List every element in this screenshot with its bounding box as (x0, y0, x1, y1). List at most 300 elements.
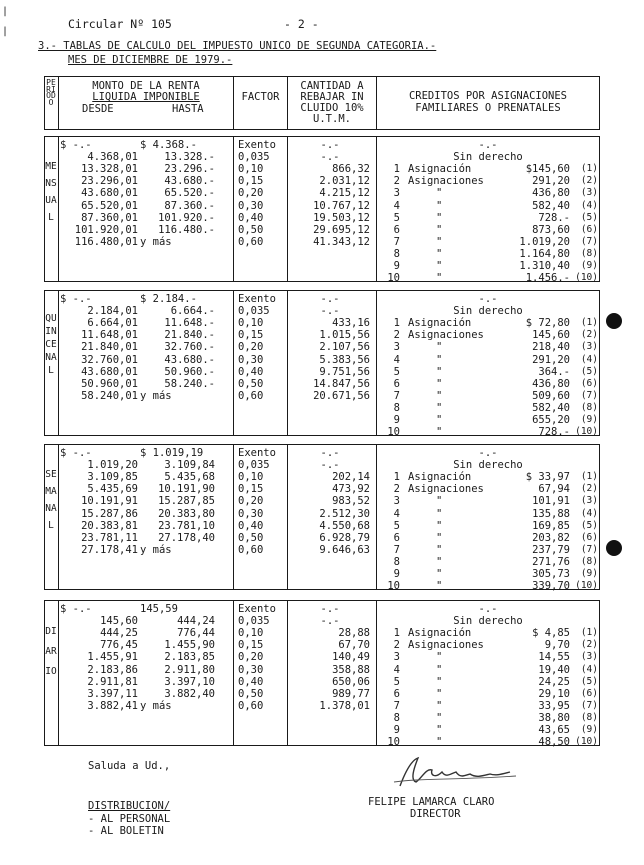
desde-value: $ -.- (60, 293, 92, 305)
credit-number: 3 (393, 187, 400, 200)
credit-index: (3) (580, 495, 598, 507)
desde-value: 116.480,01 (74, 235, 138, 248)
credit-index: (5) (580, 675, 598, 687)
factor-value: 0,60 (238, 235, 264, 248)
cantidad-value: 202,14 (332, 471, 370, 484)
cantidad-value: 866,32 (332, 163, 370, 176)
hasta-value: 6.664.- (170, 305, 215, 318)
credit-index: (2) (580, 639, 598, 651)
credit-number: 3 (393, 651, 400, 664)
hasta-value: 43.680.- (164, 353, 215, 366)
hasta-value: $ 1.019,19 (140, 447, 204, 459)
hasta-value: 3.397,10 (164, 675, 215, 688)
period-label: MENSUAL (45, 161, 57, 223)
cantidad-value: -.- (320, 603, 340, 615)
hasta-value: 32.760.- (164, 341, 215, 354)
credit-label: " (436, 531, 443, 544)
cantidad-value: 6.928,79 (319, 531, 370, 544)
credit-number: 10 (387, 580, 400, 593)
credit-label: " (436, 543, 443, 556)
hasta-value: $ 2.184.- (140, 293, 197, 305)
credit-amount: 38,80 (538, 711, 570, 724)
credit-index: (7) (580, 543, 598, 555)
factor-value: 0,30 (238, 507, 264, 520)
credit-index: (10) (575, 272, 598, 284)
credit-number: 1 (393, 471, 400, 484)
hasta-value: $ 4.368.- (140, 139, 197, 151)
hasta-value: 10.191,90 (158, 483, 215, 496)
factor-header: FACTOR (241, 91, 280, 103)
credit-number: 2 (393, 483, 400, 496)
hasta-value: 27.178,40 (158, 531, 215, 544)
credit-index: (8) (580, 247, 598, 259)
factor-value: 0,035 (238, 305, 270, 318)
credit-index: (6) (580, 223, 598, 235)
factor-value: 0,50 (238, 223, 264, 236)
cantidad-value: 473,92 (332, 483, 370, 496)
credit-label: " (436, 272, 443, 285)
factor-value: 0,15 (238, 483, 264, 496)
credit-number: 7 (393, 389, 400, 402)
credit-index: (4) (580, 199, 598, 211)
cantidad-value: 19.503,12 (313, 211, 370, 224)
monto-header-1: MONTO DE LA RENTA (92, 80, 200, 92)
credit-number: 2 (393, 329, 400, 342)
credit-label: " (436, 711, 443, 724)
hasta-value: 23.781,10 (158, 519, 215, 532)
cantidad-value: 989,77 (332, 687, 370, 700)
credit-number: 3 (393, 341, 400, 354)
factor-value: 0,10 (238, 471, 264, 484)
column-rule (233, 444, 234, 590)
credit-index: (9) (580, 568, 598, 579)
credit-amount: 339,70 (532, 580, 570, 593)
desde-value: 4.368,01 (87, 151, 138, 164)
credit-number: 6 (393, 687, 400, 700)
factor-value: 0,50 (238, 377, 264, 390)
factor-value: 0,30 (238, 199, 264, 212)
credit-index: (1) (580, 627, 598, 639)
credit-index: (9) (580, 414, 598, 425)
credit-number: 10 (387, 736, 400, 749)
cantidad-value: 5.383,56 (319, 353, 370, 366)
factor-value: 0,15 (238, 329, 264, 342)
credit-label: " (436, 223, 443, 236)
credit-index: (4) (580, 353, 598, 365)
section-title: 3.- TABLAS DE CALCULO DEL IMPUESTO UNICO DE SEGUNDA CATEGORIA.- (38, 40, 437, 52)
factor-value: 0,10 (238, 627, 264, 640)
credit-amount: 135,88 (532, 507, 570, 520)
credit-label: " (436, 341, 443, 354)
cantidad-value: 1.378,01 (319, 699, 370, 712)
factor-value: 0,035 (238, 151, 270, 164)
cantidad-value: -.- (320, 305, 340, 318)
hasta-value: 13.328.- (164, 151, 215, 164)
factor-value: 0,30 (238, 663, 264, 676)
credit-index: (10) (575, 580, 598, 592)
credit-amount: 436,80 (532, 377, 570, 390)
credit-dash: -.- (478, 603, 498, 615)
factor-value: 0,035 (238, 459, 270, 472)
credit-number: 4 (393, 199, 400, 212)
factor-value: 0,10 (238, 317, 264, 330)
desde-value: $ -.- (60, 603, 92, 615)
credit-label: " (436, 687, 443, 700)
desde-value: 1.455,91 (87, 651, 138, 664)
credit-label: " (436, 389, 443, 402)
credit-index: (7) (580, 235, 598, 247)
column-rule (287, 290, 288, 436)
cantidad-value: 29.695,12 (313, 223, 370, 236)
credit-dash: -.- (478, 139, 498, 151)
factor-value: 0,10 (238, 163, 264, 176)
credit-number: 5 (393, 365, 400, 378)
credit-amount: 218,40 (532, 341, 570, 354)
factor-value: 0,20 (238, 341, 264, 354)
credit-number: 1 (393, 627, 400, 640)
cantidad-value: 650,06 (332, 675, 370, 688)
credit-label: " (436, 199, 443, 212)
credit-label: " (436, 353, 443, 366)
hasta-value: 145,59 (140, 603, 178, 615)
cantidad-value: 9.646,63 (319, 543, 370, 556)
hasta-value: 3.109,84 (164, 459, 215, 472)
cantidad-value: 28,88 (338, 627, 370, 640)
cantidad-value: 67,70 (338, 639, 370, 652)
desde-value: 20.383,81 (81, 519, 138, 532)
desde-value: 43.680,01 (81, 365, 138, 378)
hasta-value: y más (140, 699, 172, 712)
factor-value: 0,20 (238, 651, 264, 664)
factor-value: 0,60 (238, 389, 264, 402)
desde-value: 101.920,01 (74, 223, 138, 236)
credit-amount: 19,40 (538, 663, 570, 676)
creditos-header-1: CREDITOS POR ASIGNACIONES (408, 90, 568, 102)
factor-value: Exento (238, 603, 276, 615)
credit-index: (1) (580, 471, 598, 483)
factor-value: 0,50 (238, 687, 264, 700)
credit-amount: 1.019,20 (519, 235, 570, 248)
credit-number: 9 (393, 568, 400, 580)
credit-label: " (436, 211, 443, 224)
cantidad-value: 41.343,12 (313, 235, 370, 248)
desde-value: 65.520,01 (81, 199, 138, 212)
column-rule (287, 136, 288, 282)
desde-value: 3.882,41 (87, 699, 138, 712)
desde-value: 2.183,86 (87, 663, 138, 676)
credit-label: " (436, 495, 443, 508)
factor-value: 0,15 (238, 639, 264, 652)
cantidad-value: -.- (320, 139, 340, 151)
credit-number: 7 (393, 543, 400, 556)
credit-amount: 291,20 (532, 175, 570, 188)
factor-value: 0,60 (238, 699, 264, 712)
credit-amount: 33,95 (538, 699, 570, 712)
column-rule (233, 600, 234, 746)
credit-number: 9 (393, 414, 400, 426)
cantidad-value: 1.015,56 (319, 329, 370, 342)
credit-index: (5) (580, 365, 598, 377)
cantidad-header-1: CANTIDAD A (300, 80, 364, 92)
factor-value: 0,40 (238, 365, 264, 378)
credit-number: 3 (393, 495, 400, 508)
credit-label: " (436, 699, 443, 712)
credit-number: 4 (393, 663, 400, 676)
credit-label: Asignaciones (408, 639, 484, 652)
circular-number: Circular Nº 105 (68, 17, 172, 31)
credit-index: (8) (580, 555, 598, 567)
cantidad-value: 2.107,56 (319, 341, 370, 354)
credit-index: (3) (580, 187, 598, 199)
desde-value: 27.178,41 (81, 543, 138, 556)
credit-index: (10) (575, 736, 598, 748)
period-label: QUINCENAL (45, 313, 57, 376)
factor-value: 0,40 (238, 675, 264, 688)
desde-value: 58.240,01 (81, 389, 138, 402)
credit-amount: 1.456.- (525, 272, 570, 285)
credit-index: (6) (580, 531, 598, 543)
period-label: SEMANAL (45, 469, 57, 531)
desde-value: 2.184,01 (87, 305, 138, 318)
credit-number: 5 (393, 519, 400, 532)
credit-amount: 14,55 (538, 651, 570, 664)
sin-derecho: Sin derecho (453, 615, 523, 628)
credit-amount: 203,82 (532, 531, 570, 544)
factor-value: 0,40 (238, 519, 264, 532)
credit-label: " (436, 401, 443, 414)
factor-value: 0,20 (238, 187, 264, 200)
credit-index: (5) (580, 519, 598, 531)
credit-label: Asignaciones (408, 483, 484, 496)
credit-index: (3) (580, 651, 598, 663)
margin-mark: | (2, 6, 9, 17)
credit-label: Asignación (408, 471, 472, 484)
cantidad-value: 9.751,56 (319, 365, 370, 378)
signature (392, 752, 522, 792)
credit-index: (4) (580, 507, 598, 519)
desde-value: 11.648,01 (81, 329, 138, 342)
hasta-value: y más (140, 389, 172, 402)
credit-label: Asignación (408, 627, 472, 640)
credit-amount: 1.310,40 (519, 260, 570, 272)
factor-value: 0,30 (238, 353, 264, 366)
punch-hole (606, 313, 622, 329)
credit-number: 6 (393, 223, 400, 236)
cantidad-value: -.- (320, 447, 340, 459)
punch-hole (606, 540, 622, 556)
column-rule (58, 290, 59, 436)
sin-derecho: Sin derecho (453, 305, 523, 318)
cantidad-value: -.- (320, 293, 340, 305)
credit-amount: 509,60 (532, 389, 570, 402)
cantidad-header-3: CLUIDO 10% (300, 102, 364, 114)
credit-amount: 728.- (538, 426, 570, 439)
column-rule (233, 136, 234, 282)
credit-label: " (436, 507, 443, 520)
monto-header-2: LIQUIDA IMPONIBLE (92, 91, 200, 103)
credit-amount: 364.- (538, 365, 570, 378)
page-number: - 2 - (284, 17, 319, 31)
hasta-value: 776,44 (177, 627, 215, 640)
hasta-value: 444,24 (177, 615, 215, 628)
desde-value: 2.911,81 (87, 675, 138, 688)
desde-value: 444,25 (100, 627, 138, 640)
credit-label: " (436, 377, 443, 390)
credit-amount: $ 4,85 (532, 627, 570, 640)
cantidad-value: 4.550,68 (319, 519, 370, 532)
cantidad-header-2: REBAJAR IN (300, 91, 364, 103)
desde-value: 23.296,01 (81, 175, 138, 188)
cantidad-value: 20.671,56 (313, 389, 370, 402)
credit-index: (5) (580, 211, 598, 223)
desde-value: $ -.- (60, 447, 92, 459)
credit-label: " (436, 426, 443, 439)
hasta-value: 1.455,90 (164, 639, 215, 652)
credit-amount: $145,60 (525, 163, 570, 176)
hasta-value: 11.648.- (164, 317, 215, 330)
column-rule (233, 290, 234, 436)
cantidad-value: 358,88 (332, 663, 370, 676)
factor-value: Exento (238, 293, 276, 305)
signer-title: DIRECTOR (410, 808, 461, 820)
credit-index: (8) (580, 401, 598, 413)
credit-amount: 29,10 (538, 687, 570, 700)
hasta-value: y más (140, 235, 172, 248)
credit-label: " (436, 365, 443, 378)
factor-value: Exento (238, 447, 276, 459)
sin-derecho: Sin derecho (453, 151, 523, 164)
factor-value: 0,20 (238, 495, 264, 508)
credit-number: 5 (393, 211, 400, 224)
credit-number: 1 (393, 163, 400, 176)
credit-label: " (436, 651, 443, 664)
credit-number: 2 (393, 175, 400, 188)
credit-index: (10) (575, 426, 598, 438)
credit-label: Asignación (408, 317, 472, 330)
hasta-value: 15.287,85 (158, 495, 215, 508)
hasta-value: 65.520.- (164, 187, 215, 200)
credit-amount: 9,70 (544, 639, 570, 652)
credit-index: (1) (580, 317, 598, 329)
hasta-value: 87.360.- (164, 199, 215, 212)
credit-index: (9) (580, 260, 598, 271)
factor-value: 0,15 (238, 175, 264, 188)
credit-label: " (436, 247, 443, 260)
credit-amount: 582,40 (532, 401, 570, 414)
credit-number: 7 (393, 235, 400, 248)
credit-index: (6) (580, 687, 598, 699)
hasta-value: 43.680.- (164, 175, 215, 188)
desde-value: 13.328,01 (81, 163, 138, 176)
hasta-value: 58.240.- (164, 377, 215, 390)
credit-index: (3) (580, 341, 598, 353)
column-rule (287, 444, 288, 590)
credit-number: 1 (393, 317, 400, 330)
hasta-value: 21.840.- (164, 329, 215, 342)
credit-index: (9) (580, 724, 598, 735)
credit-amount: 291,20 (532, 353, 570, 366)
hasta-value: 23.296.- (164, 163, 215, 176)
distribucion-label: DISTRIBUCION/ (88, 800, 171, 812)
factor-value: 0,60 (238, 543, 264, 556)
credit-amount: 43,65 (538, 724, 570, 736)
desde-value: 3.397,11 (87, 687, 138, 700)
credit-number: 5 (393, 675, 400, 688)
credit-label: Asignación (408, 163, 472, 176)
creditos-header-2: FAMILIARES O PRENATALES (415, 102, 561, 114)
dist-item: - AL BOLETIN (88, 825, 164, 837)
credit-label: " (436, 580, 443, 593)
desde-value: 21.840,01 (81, 341, 138, 354)
factor-value: 0,50 (238, 531, 264, 544)
cantidad-value: 2.512,30 (319, 507, 370, 520)
column-rule (58, 444, 59, 590)
desde-value: $ -.- (60, 139, 92, 151)
credit-label: " (436, 724, 443, 736)
credit-label: " (436, 519, 443, 532)
desde-value: 32.760,01 (81, 353, 138, 366)
credit-amount: 436,80 (532, 187, 570, 200)
credit-amount: 237,79 (532, 543, 570, 556)
hasta-value: 3.882,40 (164, 687, 215, 700)
dist-item: - AL PERSONAL (88, 813, 171, 825)
hasta-value: 2.183,85 (164, 651, 215, 664)
column-rule (58, 136, 59, 282)
factor-value: 0,035 (238, 615, 270, 628)
credit-index: (7) (580, 699, 598, 711)
credit-label: Asignaciones (408, 175, 484, 188)
cantidad-value: 140,49 (332, 651, 370, 664)
credit-amount: 1.164,80 (519, 247, 570, 260)
credit-number: 10 (387, 272, 400, 285)
hasta-value: 5.435,68 (164, 471, 215, 484)
hasta-value: 101.920.- (158, 211, 215, 224)
credit-amount: 101,91 (532, 495, 570, 508)
cantidad-value: -.- (320, 459, 340, 472)
cantidad-value: -.- (320, 151, 340, 164)
credit-amount: 655,20 (532, 414, 570, 426)
factor-value: Exento (238, 139, 276, 151)
credit-label: " (436, 187, 443, 200)
signer-name: FELIPE LAMARCA CLARO (368, 796, 495, 808)
cantidad-header-4: U.T.M. (313, 113, 351, 125)
desde-value: 87.360,01 (81, 211, 138, 224)
desde-value: 23.781,11 (81, 531, 138, 544)
credit-label: Asignaciones (408, 329, 484, 342)
hasta-value: y más (140, 543, 172, 556)
credit-amount: 728.- (538, 211, 570, 224)
credit-amount: 582,40 (532, 199, 570, 212)
hasta-value: 2.911,80 (164, 663, 215, 676)
column-rule (287, 600, 288, 746)
credit-amount: 169,85 (532, 519, 570, 532)
credit-label: " (436, 555, 443, 568)
desde-value: 50.960,01 (81, 377, 138, 390)
hasta-header: HASTA (172, 103, 204, 115)
desde-value: 776,45 (100, 639, 138, 652)
desde-header: DESDE (82, 103, 114, 115)
credit-label: " (436, 568, 443, 580)
credit-index: (8) (580, 711, 598, 723)
margin-mark: | (2, 26, 9, 37)
credit-index: (2) (580, 329, 598, 341)
credit-label: " (436, 260, 443, 272)
credit-index: (2) (580, 175, 598, 187)
desde-value: 3.109,85 (87, 471, 138, 484)
credit-label: " (436, 736, 443, 749)
periodo-header: PERIODO (46, 78, 56, 107)
credit-amount: $ 33,97 (525, 471, 570, 484)
